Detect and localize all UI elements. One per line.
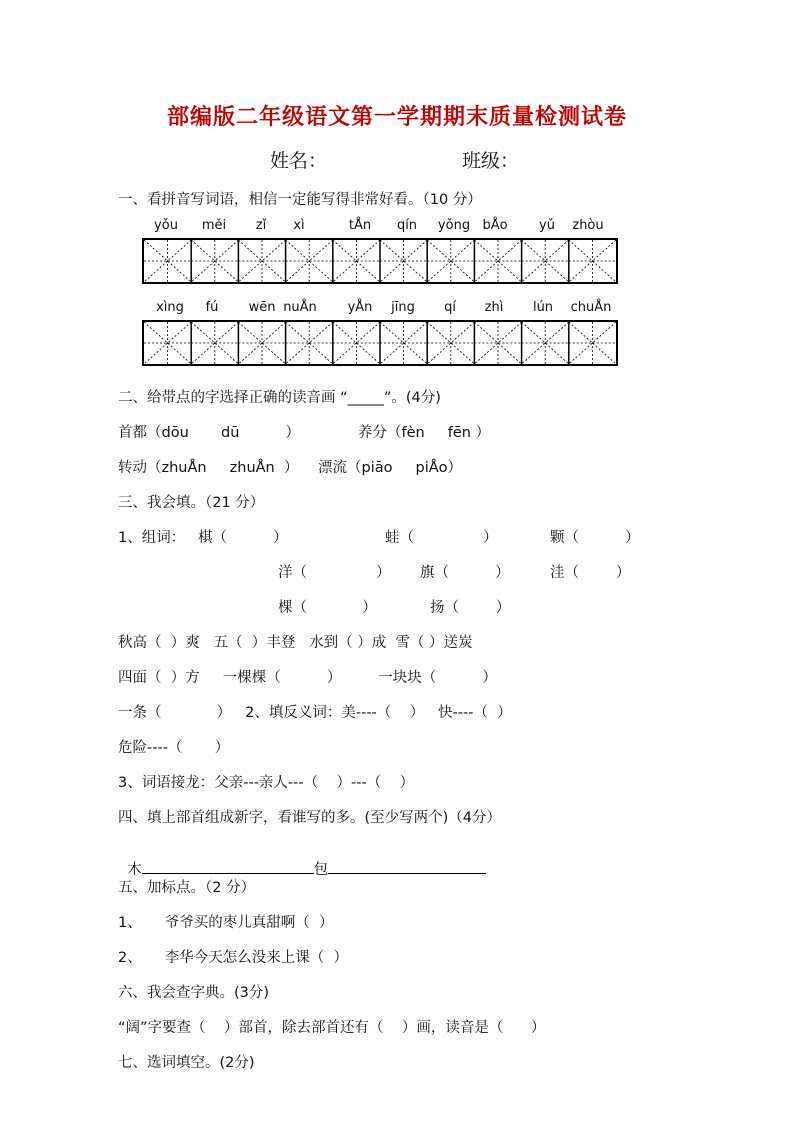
- pinyin: chuÅn: [570, 300, 612, 315]
- pinyin: qín: [396, 218, 418, 233]
- word-blank[interactable]: 蛙（ ）: [385, 530, 498, 546]
- word-blank[interactable]: 颗（ ）: [550, 530, 640, 546]
- radical-mu: 木: [127, 862, 142, 878]
- writing-grid-2[interactable]: [142, 320, 618, 366]
- punctuation-q1[interactable]: 1、 爷爷买的枣儿真甜啊（ ）: [118, 915, 334, 931]
- section-7-heading: 七、选词填空。(2分): [118, 1055, 255, 1071]
- pinyin: yǒng: [437, 218, 471, 233]
- writing-grid-1[interactable]: [142, 238, 618, 284]
- tianzige-cells: [144, 240, 616, 282]
- word-blank[interactable]: 棋（ ）: [198, 530, 288, 546]
- section-2-heading: 二、给带点的字选择正确的读音画 “_____”。(4分): [118, 390, 441, 406]
- reading-q1a: 首都（dōu dū ）: [118, 425, 301, 441]
- antonym-line[interactable]: 一条（ ） 2、填反义词：美----（ ） 快----（ ）: [118, 705, 512, 721]
- idiom-line[interactable]: 秋高（ ）爽 五（ ）丰登 水到（ ）成 雪（ ）送炭: [118, 635, 473, 651]
- word-blank[interactable]: 旗（ ）: [420, 565, 510, 581]
- pinyin: yǔ: [539, 218, 555, 233]
- reading-q2a: 转动（zhuÅn zhuÅn ）: [118, 460, 299, 476]
- word-blank[interactable]: 洼（ ）: [550, 565, 631, 581]
- pinyin: zhì: [484, 300, 504, 315]
- pinyin: qí: [444, 300, 456, 315]
- pinyin: měi: [201, 218, 227, 233]
- pinyin: nuÅn: [283, 300, 317, 315]
- section-1-heading: 一、看拼音写词语，相信一定能写得非常好看。（10 分）: [118, 192, 482, 208]
- pinyin: xì: [293, 218, 305, 233]
- word-blank[interactable]: 扬（ ）: [430, 600, 511, 616]
- pinyin: yǒu: [154, 218, 178, 233]
- name-label: 姓名：: [270, 150, 328, 172]
- antonym-line[interactable]: 危险----（ ）: [118, 740, 230, 756]
- pinyin: bÅo: [482, 218, 508, 233]
- pinyin: zhòu: [572, 218, 604, 233]
- answer-line[interactable]: [142, 859, 314, 874]
- section-6-heading: 六、我会查字典。(3分): [118, 985, 270, 1001]
- section-5-heading: 五、加标点。（2 分）: [118, 880, 256, 896]
- word-blank[interactable]: 棵（ ）: [278, 600, 377, 616]
- radical-mu-row: [118, 842, 486, 879]
- class-label: 班级：: [462, 150, 520, 172]
- dictionary-q1[interactable]: “阔”字要查（ ）部首，除去部首还有（ ）画，读音是（ ）: [118, 1020, 546, 1036]
- tianzige-cells: [144, 322, 616, 364]
- pinyin: wēn: [248, 300, 276, 315]
- page-title: 部编版二年级语文第一学期期末质量检测试卷: [166, 105, 627, 130]
- pinyin: zǐ: [255, 218, 267, 233]
- pinyin: yÅn: [347, 300, 373, 315]
- reading-q2b: 漂流（piāo piÅo）: [318, 460, 463, 476]
- radical-bao: 包: [313, 862, 329, 878]
- section-4-heading: 四、填上部首组成新字，看谁写的多。(至少写两个)（4分）: [118, 810, 502, 826]
- reading-q1b: 养分（fèn fēn ）: [358, 425, 491, 441]
- pinyin: tÅn: [348, 218, 372, 233]
- word-group-label: 1、组词：: [118, 530, 186, 546]
- word-blank[interactable]: 洋（ ）: [278, 565, 391, 581]
- idiom-line[interactable]: 四面（ ）方 一棵棵（ ） 一块块（ ）: [118, 670, 497, 686]
- pinyin: lún: [532, 300, 554, 315]
- pinyin: fú: [205, 300, 219, 315]
- section-3-heading: 三、我会填。（21 分）: [118, 495, 265, 511]
- punctuation-q2[interactable]: 2、 李华今天怎么没来上课（ ）: [118, 950, 348, 966]
- pinyin: xìng: [156, 300, 184, 315]
- pinyin: jīng: [391, 300, 415, 315]
- word-chain-line[interactable]: 3、词语接龙：父亲---亲人---（ ）---（ ）: [118, 775, 415, 791]
- answer-line[interactable]: [328, 859, 486, 874]
